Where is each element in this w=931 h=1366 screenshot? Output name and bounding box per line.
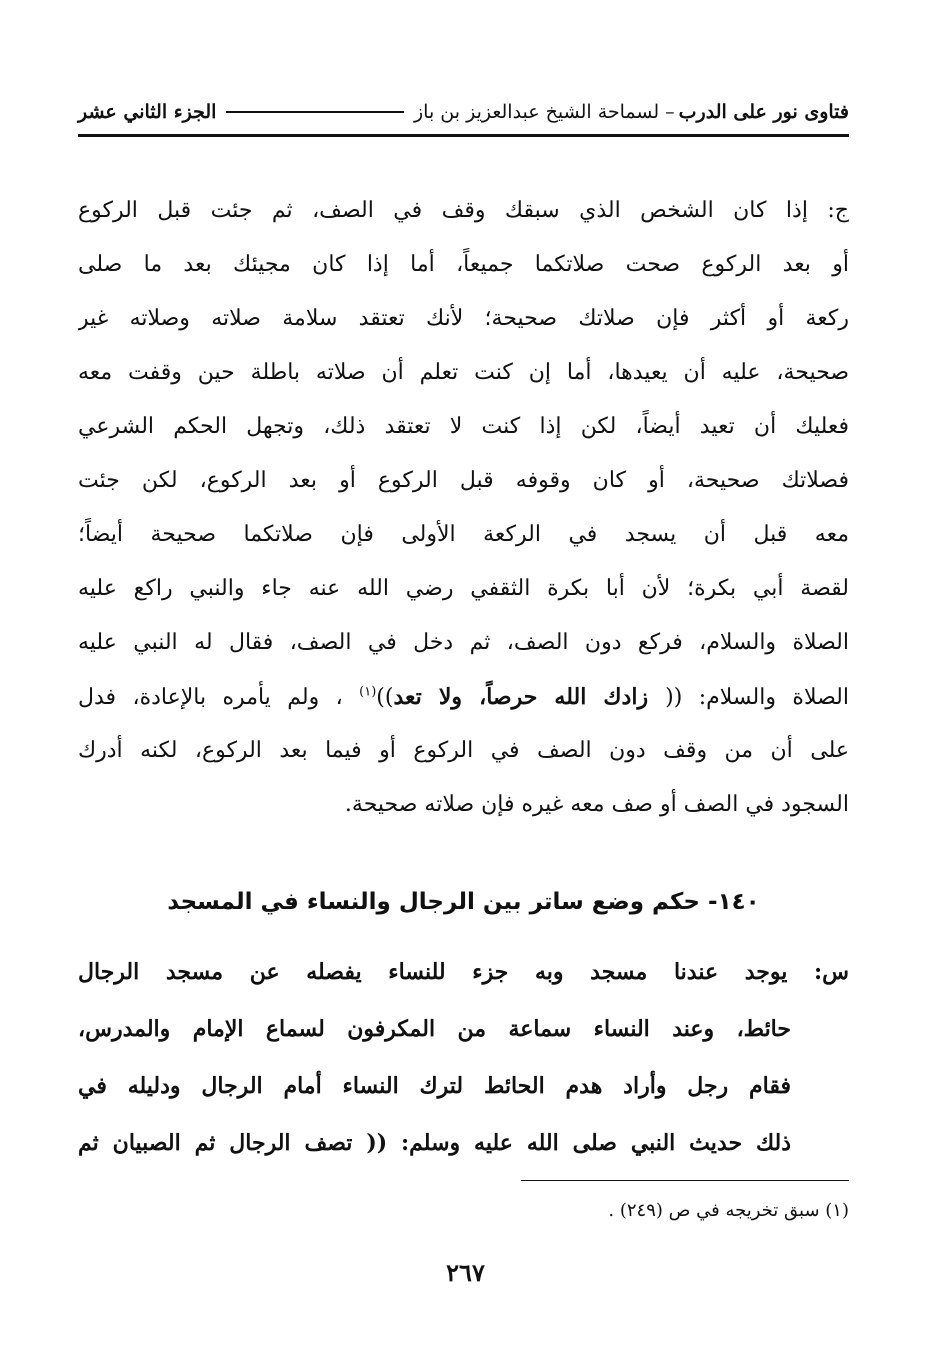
page-number: ٢٦٧ [446,1258,485,1287]
line-end: ، ولم يأمره بالإعادة، فدل [78,685,360,710]
volume-label: الجزء الثاني عشر [78,101,217,123]
footnote: (١) سبق تخريجه في ص (٢٤٩) . [608,1200,849,1221]
answer-line: معه قبل أن يسجد في الركعة الأولى فإن صلاتكما صحيحة أيضاً؛ [78,522,849,547]
header-underline [78,134,849,137]
book-title: فتاوى نور على الدرب [678,101,849,123]
section-heading [78,872,849,932]
question-line: س: يوجد عندنا مسجد وبه جزء للنساء يفصله عن مسجد الرجال [78,959,849,985]
running-header [78,92,849,132]
answer-line: فصلاتك صحيحة، أو كان وقوفه قبل الركوع أو بعد الركوع، لكن جئت [78,468,849,493]
header-dash-rule [226,111,404,113]
answer-line: على أن من وقف دون الصف في الركوع أو فيما بعد الركوع، لكنه أدرك [78,738,849,763]
answer-line: السجود في الصف أو صف معه غيره فإن صلاته صحيحة. [344,792,849,817]
footnote-separator [521,1180,849,1181]
quote-close: )) [376,685,394,710]
section-number: ١٤٠- [708,889,760,915]
hadith-quote: زادك الله حرصاً، ولا تعد [393,684,666,710]
question-line: ذلك حديث النبي صلى الله عليه وسلم: (( تصف الرجال ثم الصبيان ثم [78,1130,791,1156]
footnote-reference: (١) [359,684,377,700]
answer-line: ج: إذا كان الشخص الذي سبقك وقف في الصف، ثم جئت قبل الركوع [78,198,849,223]
answer-line: ركعة أو أكثر فإن صلاتك صحيحة؛ لأنك تعتقد سلامة صلاته وصلاته غير [78,306,849,331]
answer-line: فعليك أن تعيد أيضاً، لكن إذا كنت لا تعتقد ذلك، وتجهل الحكم الشرعي [78,414,849,439]
answer-text [78,184,849,832]
author-name: لسماحة الشيخ عبدالعزيز بن باز [414,101,660,123]
header-separator: – [665,101,675,123]
section-title: حكم وضع ساتر بين الرجال والنساء في المسجد [167,889,701,915]
answer-line: أو بعد الركوع صحت صلاتكما جميعاً، أما إذا كان مجيئك بعد ما صلى [78,252,849,277]
line-start: الصلاة والسلام: (( [665,685,849,710]
question-text [78,944,849,1172]
answer-line-hadith [78,670,849,724]
question-line: فقام رجل وأراد هدم الحائط لترك النساء أمام الرجال ودليله في [78,1073,791,1099]
answer-line: الصلاة والسلام، فركع دون الصف، ثم دخل في الصف، فقال له النبي عليه [78,630,849,655]
question-line: حائط، وعند النساء سماعة من المكرفون لسماع الإمام والمدرس، [78,1016,791,1042]
answer-line: لقصة أبي بكرة؛ لأن أبا بكرة الثقفي رضي الله عنه جاء والنبي راكع عليه [78,576,849,601]
answer-line: صحيحة، عليه أن يعيدها، أما إن كنت تعلم أن صلاته باطلة حين وقفت معه [78,360,849,385]
